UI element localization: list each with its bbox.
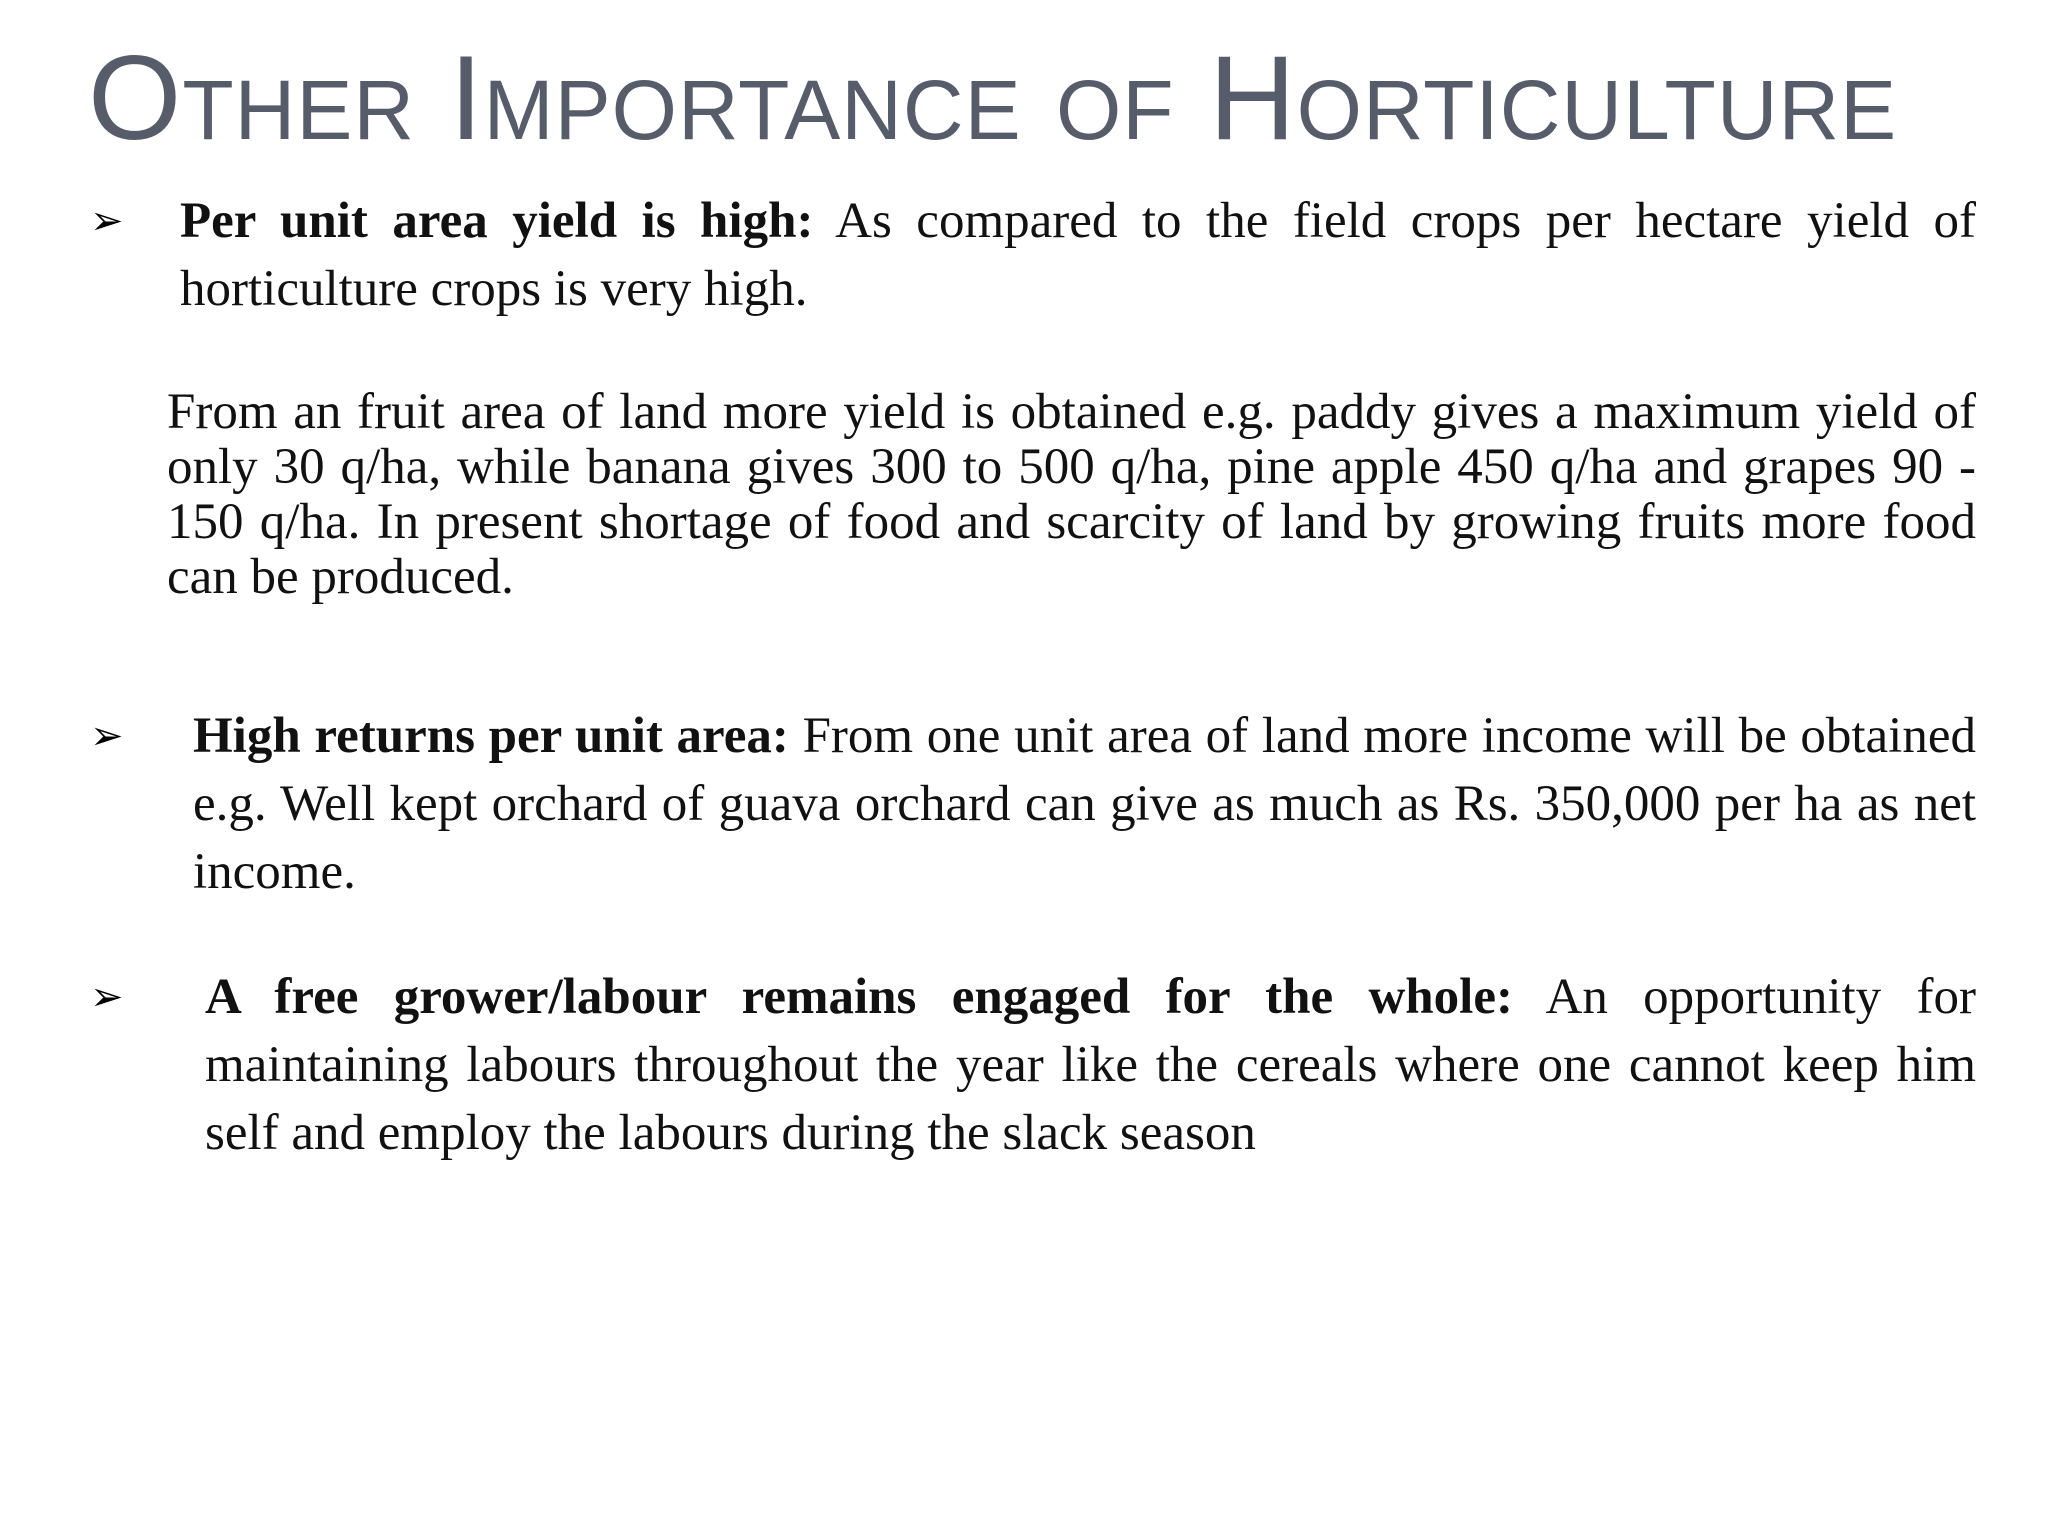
- yield-example-paragraph: From an fruit area of land more yield is obtained e.g. paddy gives a maximum yield of only 30 q/ha, while banana gives 300 to 500 q/ha, pine apple 450 q/ha and grapes 90 - 150 q/ha. In present shortage of food and scarcity of land by growing fruits more food can be produced.: [167, 384, 1976, 605]
- bullet-body: An opportunity for maintaining labours throughout the year like the cereals where one cannot keep him self and employ the labours during the slack season: [205, 969, 1976, 1161]
- bullet-heading: A free grower/labour remains engaged for the whole:: [205, 969, 1513, 1025]
- bullet-item-labour: [90, 963, 1976, 1167]
- arrow-bullet-icon: ➢: [90, 974, 124, 1020]
- bullet-heading: Per unit area yield is high:: [180, 193, 814, 249]
- bullet-item-yield: [90, 187, 1976, 323]
- bullet-body: From one unit area of land more income will be obtained e.g. Well kept orchard of guava orchard can give as much as Rs. 350,000 per ha as net income.: [193, 708, 1976, 900]
- bullet-text: [205, 963, 1976, 1167]
- arrow-bullet-icon: ➢: [90, 713, 124, 759]
- bullet-text: [193, 702, 1976, 906]
- slide-title: Other Importance of Horticulture: [88, 31, 1898, 165]
- arrow-bullet-icon: ➢: [90, 198, 124, 244]
- bullet-body: As compared to the field crops per hectare yield of horticulture crops is very high.: [180, 193, 1976, 317]
- bullet-item-returns: [90, 702, 1976, 906]
- bullet-text: [180, 187, 1976, 323]
- bullet-heading: High returns per unit area:: [193, 708, 789, 764]
